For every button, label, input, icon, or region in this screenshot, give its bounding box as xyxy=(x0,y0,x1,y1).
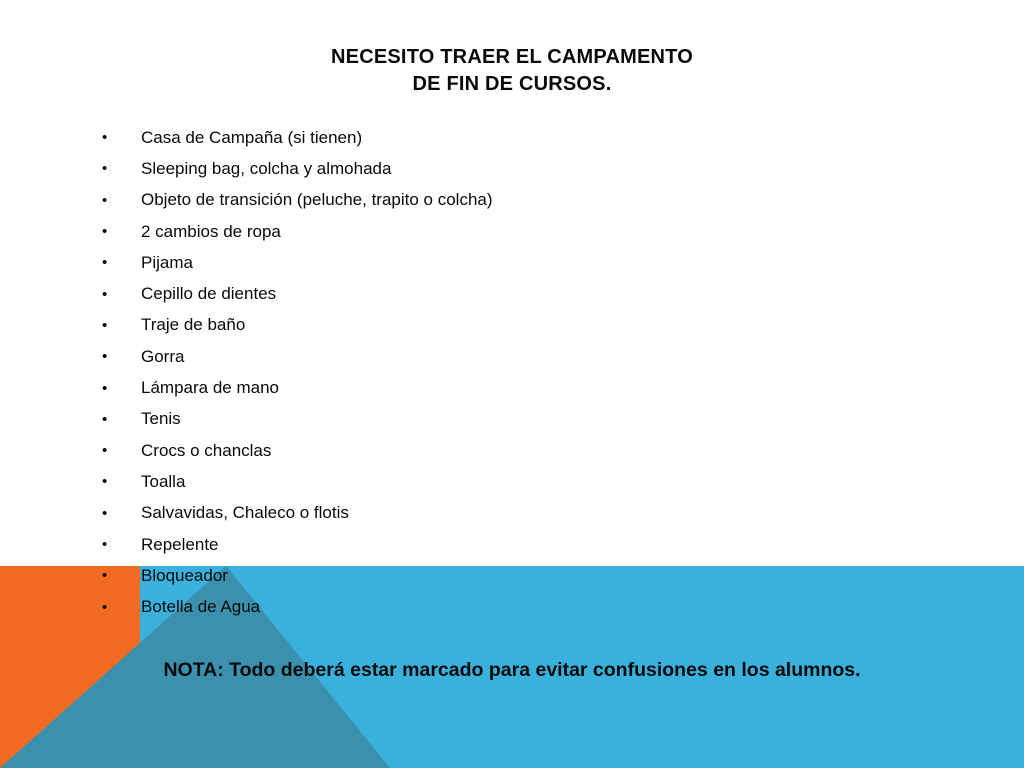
list-item-label: Cepillo de dientes xyxy=(141,284,277,304)
bullet-mark: • xyxy=(102,379,108,397)
packing-list xyxy=(102,122,493,623)
list-item xyxy=(102,435,493,466)
bullet-mark: • xyxy=(102,285,108,303)
bullet-mark: • xyxy=(102,473,108,491)
bullet-mark: • xyxy=(102,316,108,334)
bullet-mark: • xyxy=(102,254,108,272)
list-item-label: Salvavidas, Chaleco o flotis xyxy=(141,503,349,523)
bullet-mark: • xyxy=(102,536,108,553)
list-item xyxy=(102,216,493,247)
list-item-label: Botella de Agua xyxy=(141,597,261,617)
list-item-label: Pijama xyxy=(141,252,193,272)
list-item xyxy=(102,404,493,435)
list-item xyxy=(102,153,493,184)
list-item-label: Casa de Campaña (si tienen) xyxy=(141,127,363,147)
list-item xyxy=(102,247,493,278)
bullet-mark: • xyxy=(102,598,108,616)
bullet-mark: • xyxy=(102,442,108,460)
slide-title-line-1: NECESITO TRAER EL CAMPAMENTO xyxy=(331,46,693,68)
list-item-label: Crocs o chanclas xyxy=(141,440,272,460)
list-item-label: Toalla xyxy=(141,471,186,491)
bullet-mark: • xyxy=(102,504,108,522)
list-item xyxy=(102,560,493,591)
list-item-label: Objeto de transición (peluche, trapito o colcha) xyxy=(141,190,493,210)
list-item-label: Traje de baño xyxy=(141,315,246,335)
slide-title xyxy=(0,44,1024,98)
bullet-mark: • xyxy=(102,410,108,428)
list-item-label: Repelente xyxy=(141,534,219,554)
list-item-label: Sleeping bag, colcha y almohada xyxy=(141,158,392,178)
list-item xyxy=(102,591,493,622)
list-item-label: Tenis xyxy=(141,409,181,429)
bullet-mark: • xyxy=(102,223,108,241)
list-item xyxy=(102,185,493,216)
list-item xyxy=(102,122,493,153)
list-item xyxy=(102,341,493,372)
list-item xyxy=(102,498,493,529)
list-item-label: Lámpara de mano xyxy=(141,378,279,398)
list-item-label: Bloqueador xyxy=(141,565,228,585)
slide-title-line-2: DE FIN DE CURSOS. xyxy=(412,73,612,95)
list-item xyxy=(102,310,493,341)
bullet-mark: • xyxy=(102,160,108,178)
list-item xyxy=(102,466,493,497)
list-item xyxy=(102,372,493,403)
list-item-label: 2 cambios de ropa xyxy=(141,221,281,241)
bullet-mark: • xyxy=(102,191,108,209)
bullet-mark: • xyxy=(102,567,108,585)
list-item xyxy=(102,529,493,560)
bullet-mark: • xyxy=(102,348,108,366)
note-text: NOTA: Todo deberá estar marcado para evitar confusiones en los alumnos. xyxy=(163,659,861,681)
list-item xyxy=(102,278,493,309)
bullet-mark: • xyxy=(102,129,108,147)
list-item-label: Gorra xyxy=(141,346,185,366)
